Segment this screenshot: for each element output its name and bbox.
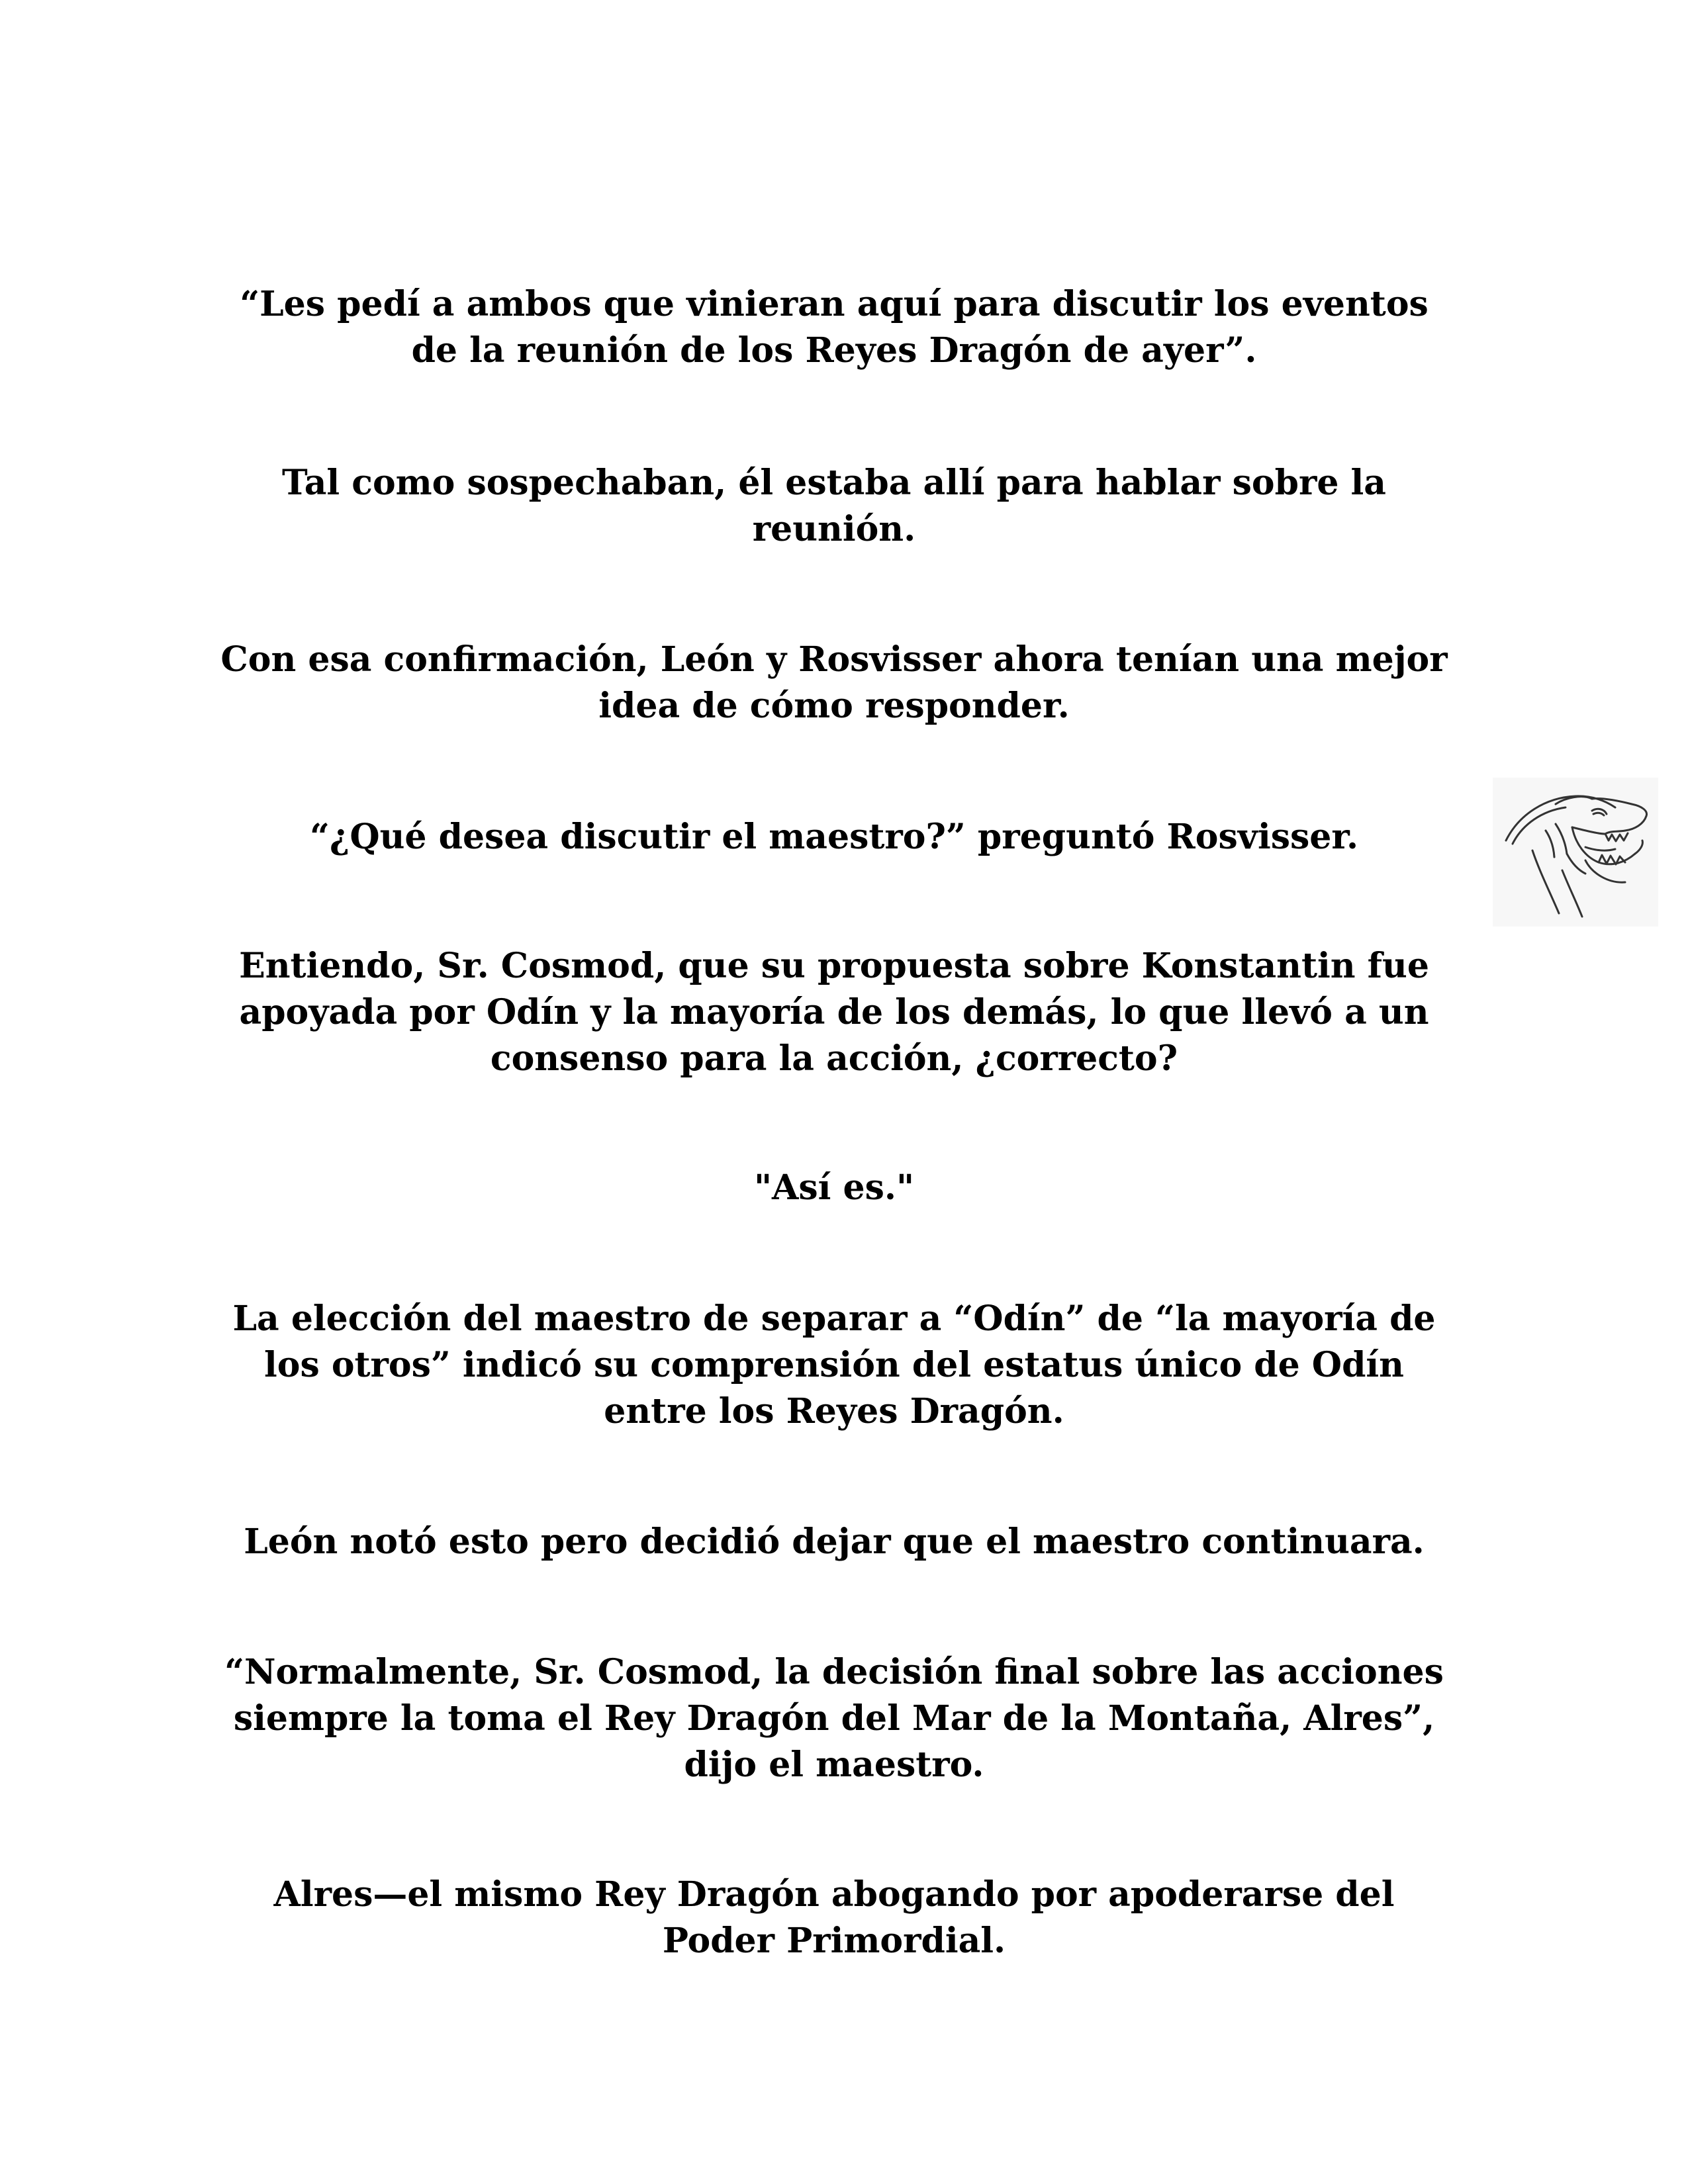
paragraph-8: León notó esto pero decidió dejar que el maestro continuara.: [244, 1522, 1425, 1562]
paragraph-4: “¿Qué desea discutir el maestro?” preguntó Rosvisser.: [309, 817, 1359, 857]
paragraph-2: Tal como sospechaban, él estaba allí para hablar sobre la reunión.: [282, 463, 1386, 549]
paragraph-7: La elección del maestro de separar a “Odín” de “la mayoría de los otros” indicó su comprensión del estatus único de Odín entre los Reyes Dragón.: [232, 1298, 1436, 1432]
paragraph-3: Con esa confirmación, León y Rosvisser ahora tenían una mejor idea de cómo responder.: [220, 639, 1448, 726]
paragraph-6: "Así es.": [753, 1167, 915, 1208]
paragraph-10: Alres—el mismo Rey Dragón abogando por apoderarse del Poder Primordial.: [273, 1874, 1395, 1961]
dragon-head-sketch-icon: [1493, 778, 1658, 927]
paragraph-9: “Normalmente, Sr. Cosmod, la decisión final sobre las acciones siempre la toma el Rey Dragón del Mar de la Montaña, Alres”, dijo el maestro.: [224, 1652, 1444, 1785]
paragraph-5: Entiendo, Sr. Cosmod, que su propuesta sobre Konstantin fue apoyada por Odín y la mayoría de los demás, lo que llevó a un consenso para la acción, ¿correcto?: [239, 946, 1429, 1079]
paragraph-1: “Les pedí a ambos que vinieran aquí para discutir los eventos de la reunión de los Reyes Dragón de ayer”.: [240, 284, 1429, 371]
